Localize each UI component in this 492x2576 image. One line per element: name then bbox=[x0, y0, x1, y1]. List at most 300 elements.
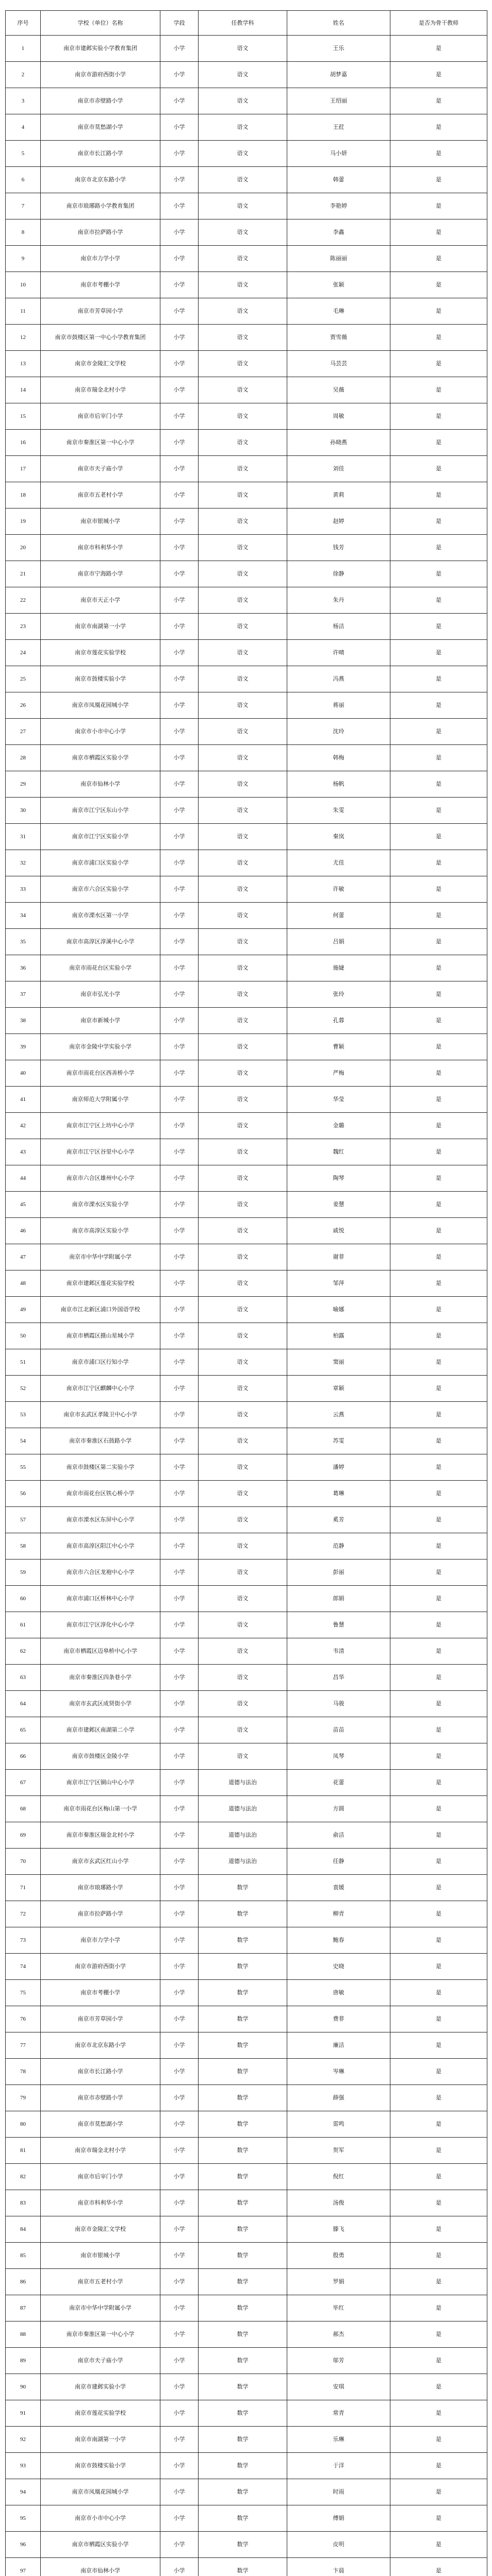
cell-stage: 小学 bbox=[160, 351, 199, 377]
cell-school: 南京市浦口区实验小学 bbox=[41, 850, 160, 876]
cell-school: 南京市后宰门小学 bbox=[41, 403, 160, 430]
cell-index: 28 bbox=[6, 745, 41, 771]
cell-flag: 是 bbox=[390, 1533, 487, 1560]
cell-subject: 语文 bbox=[199, 587, 287, 614]
cell-subject: 语文 bbox=[199, 36, 287, 62]
cell-stage: 小学 bbox=[160, 167, 199, 193]
cell-name: 吕娟 bbox=[287, 929, 390, 955]
cell-stage: 小学 bbox=[160, 1192, 199, 1218]
cell-name: 鲍春 bbox=[287, 1927, 390, 1954]
cell-index: 88 bbox=[6, 2321, 41, 2348]
table-row bbox=[6, 1008, 487, 1034]
table-row bbox=[6, 1691, 487, 1717]
cell-name: 杨洁 bbox=[287, 614, 390, 640]
cell-stage: 小学 bbox=[160, 561, 199, 587]
cell-stage: 小学 bbox=[160, 1165, 199, 1192]
cell-stage: 小学 bbox=[160, 1796, 199, 1822]
cell-school: 南京市溧水区实验小学 bbox=[41, 1192, 160, 1218]
cell-subject: 数学 bbox=[199, 1927, 287, 1954]
cell-school: 南京市雨花台区梅山第一小学 bbox=[41, 1796, 160, 1822]
cell-school: 南京市仙林小学 bbox=[41, 771, 160, 798]
cell-flag: 是 bbox=[390, 981, 487, 1008]
cell-index: 63 bbox=[6, 1665, 41, 1691]
table-row bbox=[6, 246, 487, 272]
cell-stage: 小学 bbox=[160, 1454, 199, 1481]
table-row bbox=[6, 430, 487, 456]
cell-school: 南京市中华中学附属小学 bbox=[41, 1244, 160, 1270]
cell-flag: 是 bbox=[390, 745, 487, 771]
table-row bbox=[6, 798, 487, 824]
table-row bbox=[6, 1113, 487, 1139]
cell-school: 南京市宁海路小学 bbox=[41, 561, 160, 587]
cell-index: 56 bbox=[6, 1481, 41, 1507]
cell-school: 南京市小市中心小学 bbox=[41, 719, 160, 745]
cell-subject: 道德与法治 bbox=[199, 1770, 287, 1796]
cell-flag: 是 bbox=[390, 377, 487, 403]
cell-subject: 道德与法治 bbox=[199, 1849, 287, 1875]
cell-school: 南京市金陵汇文学校 bbox=[41, 351, 160, 377]
cell-school: 南京市江宁区淳化中心小学 bbox=[41, 1612, 160, 1638]
cell-school: 南京市江北新区浦口外国语学校 bbox=[41, 1297, 160, 1323]
cell-school: 南京市玄武区红山小学 bbox=[41, 1849, 160, 1875]
cell-flag: 是 bbox=[390, 219, 487, 246]
cell-index: 43 bbox=[6, 1139, 41, 1165]
cell-stage: 小学 bbox=[160, 1954, 199, 1980]
cell-index: 87 bbox=[6, 2295, 41, 2321]
cell-school: 南京市秦淮区第一中心小学 bbox=[41, 2321, 160, 2348]
cell-index: 50 bbox=[6, 1323, 41, 1349]
cell-stage: 小学 bbox=[160, 2479, 199, 2505]
table-row bbox=[6, 2400, 487, 2427]
cell-name: 蒋丽 bbox=[287, 692, 390, 719]
cell-name: 冯燕 bbox=[287, 666, 390, 692]
cell-index: 54 bbox=[6, 1428, 41, 1454]
roster-sheet bbox=[5, 10, 487, 2576]
cell-index: 77 bbox=[6, 2032, 41, 2059]
table-row bbox=[6, 167, 487, 193]
cell-school: 南京市瑞金北村小学 bbox=[41, 2138, 160, 2164]
table-row bbox=[6, 1349, 487, 1376]
cell-flag: 是 bbox=[390, 719, 487, 745]
cell-subject: 语文 bbox=[199, 692, 287, 719]
cell-name: 花蕾 bbox=[287, 1770, 390, 1796]
table-row bbox=[6, 36, 487, 62]
cell-index: 80 bbox=[6, 2111, 41, 2138]
cell-school: 南京市考棚小学 bbox=[41, 272, 160, 298]
cell-subject: 语文 bbox=[199, 640, 287, 666]
cell-flag: 是 bbox=[390, 2216, 487, 2243]
cell-subject: 数学 bbox=[199, 2138, 287, 2164]
cell-flag: 是 bbox=[390, 1270, 487, 1297]
cell-index: 85 bbox=[6, 2243, 41, 2269]
cell-name: 胡梦嘉 bbox=[287, 62, 390, 88]
cell-subject: 数学 bbox=[199, 2505, 287, 2532]
cell-school: 南京市鼓楼实验小学 bbox=[41, 666, 160, 692]
cell-stage: 小学 bbox=[160, 2111, 199, 2138]
cell-flag: 是 bbox=[390, 2348, 487, 2374]
cell-subject: 语文 bbox=[199, 981, 287, 1008]
cell-subject: 语文 bbox=[199, 377, 287, 403]
table-row bbox=[6, 2059, 487, 2085]
cell-stage: 小学 bbox=[160, 1743, 199, 1770]
cell-index: 19 bbox=[6, 509, 41, 535]
header-school: 学校（单位）名称 bbox=[41, 11, 160, 36]
cell-stage: 小学 bbox=[160, 2321, 199, 2348]
header-name: 姓名 bbox=[287, 11, 390, 36]
cell-subject: 语文 bbox=[199, 955, 287, 981]
cell-school: 南京市莲花实验学校 bbox=[41, 2400, 160, 2427]
cell-index: 78 bbox=[6, 2059, 41, 2085]
header-row bbox=[6, 11, 487, 36]
table-row bbox=[6, 2427, 487, 2453]
cell-index: 25 bbox=[6, 666, 41, 692]
cell-school: 南京市玄武区孝陵卫中心小学 bbox=[41, 1402, 160, 1428]
cell-name: 时雨 bbox=[287, 2479, 390, 2505]
cell-school: 南京市拉萨路小学 bbox=[41, 1901, 160, 1927]
cell-stage: 小学 bbox=[160, 2085, 199, 2111]
cell-index: 31 bbox=[6, 824, 41, 850]
cell-school: 南京市芳草园小学 bbox=[41, 2006, 160, 2032]
cell-index: 18 bbox=[6, 482, 41, 509]
cell-subject: 语文 bbox=[199, 1376, 287, 1402]
cell-index: 44 bbox=[6, 1165, 41, 1192]
cell-school: 南京市溧水区第一小学 bbox=[41, 903, 160, 929]
cell-flag: 是 bbox=[390, 2532, 487, 2558]
cell-school: 南京市栖霞区迈皋桥中心小学 bbox=[41, 1638, 160, 1665]
cell-flag: 是 bbox=[390, 535, 487, 561]
cell-school: 南京市科利华小学 bbox=[41, 535, 160, 561]
cell-subject: 语文 bbox=[199, 666, 287, 692]
cell-flag: 是 bbox=[390, 2111, 487, 2138]
cell-stage: 小学 bbox=[160, 2400, 199, 2427]
cell-index: 8 bbox=[6, 219, 41, 246]
cell-school: 南京市琅琊路小学 bbox=[41, 1875, 160, 1901]
cell-name: 施婕 bbox=[287, 955, 390, 981]
cell-name: 昌华 bbox=[287, 1665, 390, 1691]
cell-subject: 语文 bbox=[199, 509, 287, 535]
cell-school: 南京市赤壁路小学 bbox=[41, 88, 160, 114]
cell-stage: 小学 bbox=[160, 2032, 199, 2059]
cell-stage: 小学 bbox=[160, 666, 199, 692]
cell-name: 孙晓燕 bbox=[287, 430, 390, 456]
cell-index: 59 bbox=[6, 1560, 41, 1586]
table-row bbox=[6, 2006, 487, 2032]
cell-subject: 语文 bbox=[199, 1034, 287, 1060]
cell-school: 南京市芳草园小学 bbox=[41, 298, 160, 325]
cell-school: 南京市力学小学 bbox=[41, 1927, 160, 1954]
cell-flag: 是 bbox=[390, 1297, 487, 1323]
cell-school: 南京市长江路小学 bbox=[41, 141, 160, 167]
cell-school: 南京市建邺区南湖第二小学 bbox=[41, 1717, 160, 1743]
cell-index: 86 bbox=[6, 2269, 41, 2295]
cell-flag: 是 bbox=[390, 1691, 487, 1717]
cell-flag: 是 bbox=[390, 509, 487, 535]
cell-index: 41 bbox=[6, 1087, 41, 1113]
cell-name: 雷鸣 bbox=[287, 2111, 390, 2138]
cell-subject: 语文 bbox=[199, 114, 287, 141]
table-row bbox=[6, 561, 487, 587]
cell-name: 滕飞 bbox=[287, 2216, 390, 2243]
cell-flag: 是 bbox=[390, 1717, 487, 1743]
cell-name: 李鑫 bbox=[287, 219, 390, 246]
cell-subject: 数学 bbox=[199, 2190, 287, 2216]
cell-index: 57 bbox=[6, 1507, 41, 1533]
cell-school: 南京市南湖第一小学 bbox=[41, 614, 160, 640]
cell-stage: 小学 bbox=[160, 587, 199, 614]
cell-flag: 是 bbox=[390, 114, 487, 141]
cell-stage: 小学 bbox=[160, 325, 199, 351]
cell-stage: 小学 bbox=[160, 1297, 199, 1323]
cell-stage: 小学 bbox=[160, 2453, 199, 2479]
cell-name: 马芸芸 bbox=[287, 351, 390, 377]
cell-flag: 是 bbox=[390, 2164, 487, 2190]
table-row bbox=[6, 141, 487, 167]
cell-stage: 小学 bbox=[160, 2059, 199, 2085]
cell-subject: 数学 bbox=[199, 2558, 287, 2576]
table-row bbox=[6, 1717, 487, 1743]
table-row bbox=[6, 1901, 487, 1927]
cell-stage: 小学 bbox=[160, 36, 199, 62]
cell-stage: 小学 bbox=[160, 640, 199, 666]
table-row bbox=[6, 1849, 487, 1875]
cell-name: 金璐 bbox=[287, 1113, 390, 1139]
cell-flag: 是 bbox=[390, 1087, 487, 1113]
table-row bbox=[6, 1270, 487, 1297]
cell-school: 南京市建邺实验小学 bbox=[41, 2374, 160, 2400]
table-row bbox=[6, 62, 487, 88]
cell-index: 67 bbox=[6, 1770, 41, 1796]
cell-subject: 语文 bbox=[199, 351, 287, 377]
cell-index: 6 bbox=[6, 167, 41, 193]
table-row bbox=[6, 351, 487, 377]
cell-school: 南京市雨花台区西善桥小学 bbox=[41, 1060, 160, 1087]
cell-school: 南京市新城小学 bbox=[41, 1008, 160, 1034]
cell-index: 23 bbox=[6, 614, 41, 640]
cell-stage: 小学 bbox=[160, 614, 199, 640]
cell-subject: 语文 bbox=[199, 1638, 287, 1665]
cell-subject: 数学 bbox=[199, 2216, 287, 2243]
cell-index: 11 bbox=[6, 298, 41, 325]
cell-flag: 是 bbox=[390, 2295, 487, 2321]
cell-stage: 小学 bbox=[160, 1560, 199, 1586]
cell-index: 14 bbox=[6, 377, 41, 403]
cell-name: 刘佳 bbox=[287, 456, 390, 482]
cell-flag: 是 bbox=[390, 2505, 487, 2532]
cell-index: 33 bbox=[6, 876, 41, 903]
table-row bbox=[6, 1665, 487, 1691]
table-row bbox=[6, 640, 487, 666]
cell-subject: 道德与法治 bbox=[199, 1822, 287, 1849]
cell-subject: 语文 bbox=[199, 482, 287, 509]
table-row bbox=[6, 1192, 487, 1218]
cell-subject: 语文 bbox=[199, 561, 287, 587]
cell-stage: 小学 bbox=[160, 2374, 199, 2400]
cell-school: 南京市六合区龙袍中心小学 bbox=[41, 1560, 160, 1586]
cell-name: 鲁慧 bbox=[287, 1612, 390, 1638]
cell-subject: 语文 bbox=[199, 1113, 287, 1139]
cell-subject: 语文 bbox=[199, 1481, 287, 1507]
cell-flag: 是 bbox=[390, 1875, 487, 1901]
cell-index: 70 bbox=[6, 1849, 41, 1875]
cell-flag: 是 bbox=[390, 1612, 487, 1638]
cell-index: 51 bbox=[6, 1349, 41, 1376]
cell-stage: 小学 bbox=[160, 1638, 199, 1665]
table-row bbox=[6, 2190, 487, 2216]
cell-index: 97 bbox=[6, 2558, 41, 2576]
cell-stage: 小学 bbox=[160, 219, 199, 246]
cell-index: 84 bbox=[6, 2216, 41, 2243]
cell-subject: 数学 bbox=[199, 2085, 287, 2111]
cell-stage: 小学 bbox=[160, 1665, 199, 1691]
cell-name: 杨帆 bbox=[287, 771, 390, 798]
cell-name: 安琪 bbox=[287, 2374, 390, 2400]
cell-index: 26 bbox=[6, 692, 41, 719]
cell-index: 65 bbox=[6, 1717, 41, 1743]
cell-subject: 语文 bbox=[199, 1612, 287, 1638]
cell-stage: 小学 bbox=[160, 1849, 199, 1875]
cell-index: 72 bbox=[6, 1901, 41, 1927]
cell-name: 谢菲 bbox=[287, 1244, 390, 1270]
table-row bbox=[6, 377, 487, 403]
table-row bbox=[6, 1927, 487, 1954]
cell-subject: 语文 bbox=[199, 771, 287, 798]
cell-flag: 是 bbox=[390, 850, 487, 876]
cell-flag: 是 bbox=[390, 2321, 487, 2348]
table-row bbox=[6, 1481, 487, 1507]
cell-school: 南京市游府西街小学 bbox=[41, 1954, 160, 1980]
cell-school: 南京市考棚小学 bbox=[41, 1980, 160, 2006]
cell-name: 郎娟 bbox=[287, 1586, 390, 1612]
roster-body bbox=[6, 36, 487, 2576]
table-row bbox=[6, 2479, 487, 2505]
cell-name: 奚芳 bbox=[287, 1507, 390, 1533]
cell-name: 皮明 bbox=[287, 2532, 390, 2558]
table-row bbox=[6, 1034, 487, 1060]
table-row bbox=[6, 1586, 487, 1612]
cell-flag: 是 bbox=[390, 1665, 487, 1691]
roster-table bbox=[5, 10, 487, 2576]
cell-name: 唐敏 bbox=[287, 1980, 390, 2006]
cell-index: 49 bbox=[6, 1297, 41, 1323]
cell-flag: 是 bbox=[390, 403, 487, 430]
cell-index: 13 bbox=[6, 351, 41, 377]
cell-index: 81 bbox=[6, 2138, 41, 2164]
cell-flag: 是 bbox=[390, 640, 487, 666]
cell-school: 南京市建邺区莲花实验学校 bbox=[41, 1270, 160, 1297]
table-row bbox=[6, 1454, 487, 1481]
cell-index: 15 bbox=[6, 403, 41, 430]
table-row bbox=[6, 2374, 487, 2400]
table-row bbox=[6, 1297, 487, 1323]
cell-flag: 是 bbox=[390, 351, 487, 377]
cell-stage: 小学 bbox=[160, 824, 199, 850]
cell-school: 南京市六合区实验小学 bbox=[41, 876, 160, 903]
cell-index: 92 bbox=[6, 2427, 41, 2453]
cell-stage: 小学 bbox=[160, 88, 199, 114]
cell-school: 南京市雨花台区实验小学 bbox=[41, 955, 160, 981]
table-row bbox=[6, 2216, 487, 2243]
table-row bbox=[6, 298, 487, 325]
cell-index: 76 bbox=[6, 2006, 41, 2032]
cell-name: 袁媛 bbox=[287, 1875, 390, 1901]
cell-school: 南京师范大学附属小学 bbox=[41, 1087, 160, 1113]
table-row bbox=[6, 903, 487, 929]
cell-name: 廉洁 bbox=[287, 2032, 390, 2059]
cell-index: 61 bbox=[6, 1612, 41, 1638]
cell-name: 何蕾 bbox=[287, 903, 390, 929]
cell-index: 89 bbox=[6, 2348, 41, 2374]
cell-school: 南京市银城小学 bbox=[41, 2243, 160, 2269]
table-row bbox=[6, 587, 487, 614]
cell-stage: 小学 bbox=[160, 2006, 199, 2032]
cell-flag: 是 bbox=[390, 2190, 487, 2216]
cell-stage: 小学 bbox=[160, 403, 199, 430]
cell-subject: 语文 bbox=[199, 719, 287, 745]
cell-stage: 小学 bbox=[160, 903, 199, 929]
cell-stage: 小学 bbox=[160, 719, 199, 745]
cell-name: 方圆 bbox=[287, 1796, 390, 1822]
cell-stage: 小学 bbox=[160, 771, 199, 798]
cell-stage: 小学 bbox=[160, 1218, 199, 1244]
table-row bbox=[6, 2295, 487, 2321]
cell-flag: 是 bbox=[390, 1796, 487, 1822]
cell-flag: 是 bbox=[390, 1034, 487, 1060]
table-row bbox=[6, 1218, 487, 1244]
cell-subject: 语文 bbox=[199, 1743, 287, 1770]
cell-school: 南京市鼓楼实验小学 bbox=[41, 2453, 160, 2479]
cell-flag: 是 bbox=[390, 325, 487, 351]
table-row bbox=[6, 1875, 487, 1901]
cell-index: 52 bbox=[6, 1376, 41, 1402]
cell-name: 孔蓉 bbox=[287, 1008, 390, 1034]
cell-stage: 小学 bbox=[160, 876, 199, 903]
cell-stage: 小学 bbox=[160, 377, 199, 403]
cell-school: 南京市长江路小学 bbox=[41, 2059, 160, 2085]
cell-flag: 是 bbox=[390, 1901, 487, 1927]
cell-name: 姜慧 bbox=[287, 1192, 390, 1218]
cell-flag: 是 bbox=[390, 1849, 487, 1875]
cell-flag: 是 bbox=[390, 2032, 487, 2059]
table-row bbox=[6, 2032, 487, 2059]
cell-index: 34 bbox=[6, 903, 41, 929]
cell-name: 邬芳 bbox=[287, 2348, 390, 2374]
cell-stage: 小学 bbox=[160, 1244, 199, 1270]
cell-subject: 语文 bbox=[199, 1717, 287, 1743]
cell-index: 21 bbox=[6, 561, 41, 587]
cell-flag: 是 bbox=[390, 456, 487, 482]
cell-name: 于洋 bbox=[287, 2453, 390, 2479]
cell-stage: 小学 bbox=[160, 1402, 199, 1428]
cell-stage: 小学 bbox=[160, 2348, 199, 2374]
cell-index: 94 bbox=[6, 2479, 41, 2505]
cell-index: 17 bbox=[6, 456, 41, 482]
cell-name: 窦丽 bbox=[287, 1349, 390, 1376]
cell-school: 南京市小市中心小学 bbox=[41, 2505, 160, 2532]
cell-index: 62 bbox=[6, 1638, 41, 1665]
cell-flag: 是 bbox=[390, 1586, 487, 1612]
cell-flag: 是 bbox=[390, 824, 487, 850]
cell-subject: 语文 bbox=[199, 903, 287, 929]
cell-name: 殷勇 bbox=[287, 2243, 390, 2269]
table-row bbox=[6, 1954, 487, 1980]
cell-flag: 是 bbox=[390, 2558, 487, 2576]
table-row bbox=[6, 1980, 487, 2006]
cell-name: 秦岚 bbox=[287, 824, 390, 850]
cell-index: 90 bbox=[6, 2374, 41, 2400]
cell-stage: 小学 bbox=[160, 1927, 199, 1954]
cell-flag: 是 bbox=[390, 1954, 487, 1980]
table-row bbox=[6, 1612, 487, 1638]
